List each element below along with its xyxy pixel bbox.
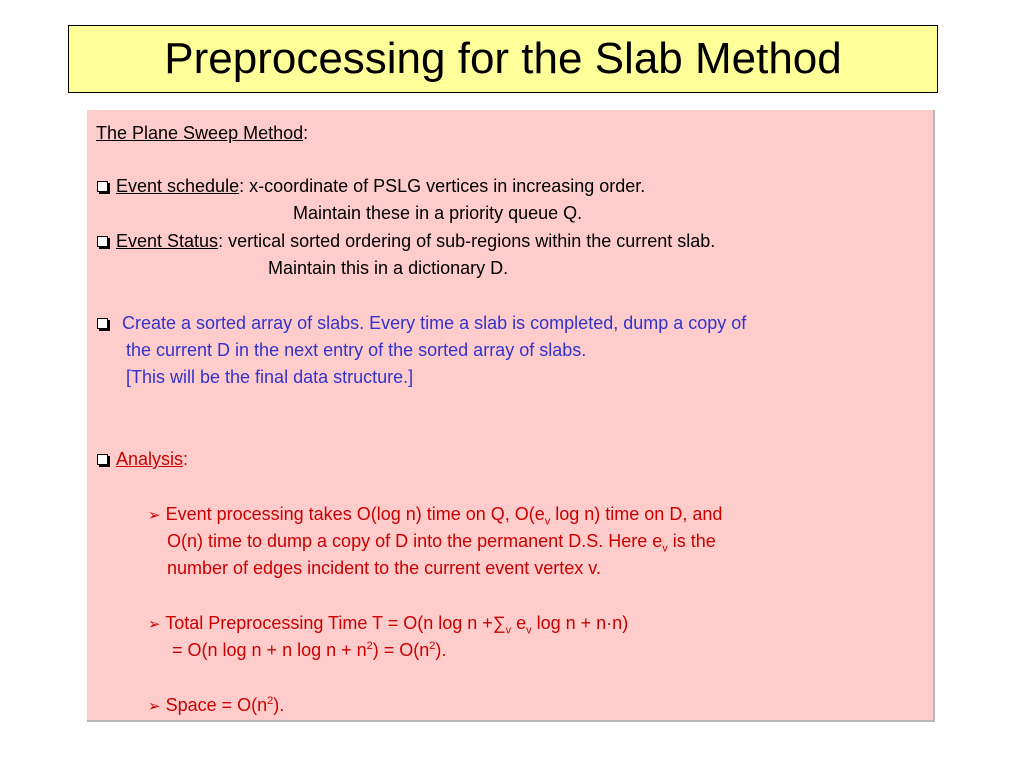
event-schedule-label: Event schedule [116, 176, 240, 196]
checkbox-bullet-icon [97, 454, 108, 465]
arrow-bullet-icon: ➢ [148, 698, 161, 715]
event-processing-line-3: number of edges incident to the current event vertex v. [167, 558, 601, 578]
create-array-line-3: [This will be the final data structure.] [126, 367, 414, 387]
arrow-bullet-icon: ➢ [148, 507, 161, 524]
event-processing-line-1: ➢ Event processing takes O(log n) time on Q, $O(e_v$ log n) time on D, and [148, 504, 723, 528]
arrow-bullet-icon: ➢ [148, 616, 161, 633]
analysis-heading-line: Analysis: [96, 448, 188, 470]
event-schedule-text: : x-coordinate of PSLG vertices in increasing order. [239, 176, 646, 196]
event-status-label: Event Status [116, 231, 219, 251]
event-status-text: : vertical sorted ordering of sub-regions within the current slab. [218, 231, 716, 251]
space-line: ➢ Space = $O(n^2)$. [148, 695, 285, 715]
total-time-line-1: ➢ Total Preprocessing Time T = O(n $\log n +\sum_v$ $e_v$ log n + n·n) [148, 613, 629, 637]
checkbox-bullet-icon [97, 318, 108, 329]
plane-sweep-heading-line: The Plane Sweep Method: [96, 123, 309, 143]
sigma-symbol: ∑ [492, 613, 506, 633]
create-array-line-2: the current D in the next entry of the sorted array of slabs. [126, 340, 587, 360]
event-status-line [96, 230, 715, 252]
total-time-line-2: = O(n log n + n $\log n + n^2) = O(n^2)$. [172, 640, 447, 660]
analysis-label: Analysis [116, 449, 184, 469]
checkbox-bullet-icon [97, 236, 108, 247]
event-processing-line-2: O(n) time to dump a copy of D into the permanent D.S. Here $e_v$ is the [167, 531, 716, 555]
event-schedule-continuation: Maintain these in a priority queue Q. [293, 203, 583, 223]
event-schedule-line [96, 175, 645, 197]
checkbox-bullet-icon [97, 181, 108, 192]
create-array-line-1: Create a sorted array of slabs. Every time a slab is completed, dump a copy of [96, 312, 746, 334]
content-box [85, 108, 933, 720]
slide-title: Preprocessing for the Slab Method [164, 34, 842, 83]
plane-sweep-heading: The Plane Sweep Method [96, 123, 304, 143]
title-box [68, 25, 938, 93]
event-status-continuation: Maintain this in a dictionary D. [268, 258, 509, 278]
